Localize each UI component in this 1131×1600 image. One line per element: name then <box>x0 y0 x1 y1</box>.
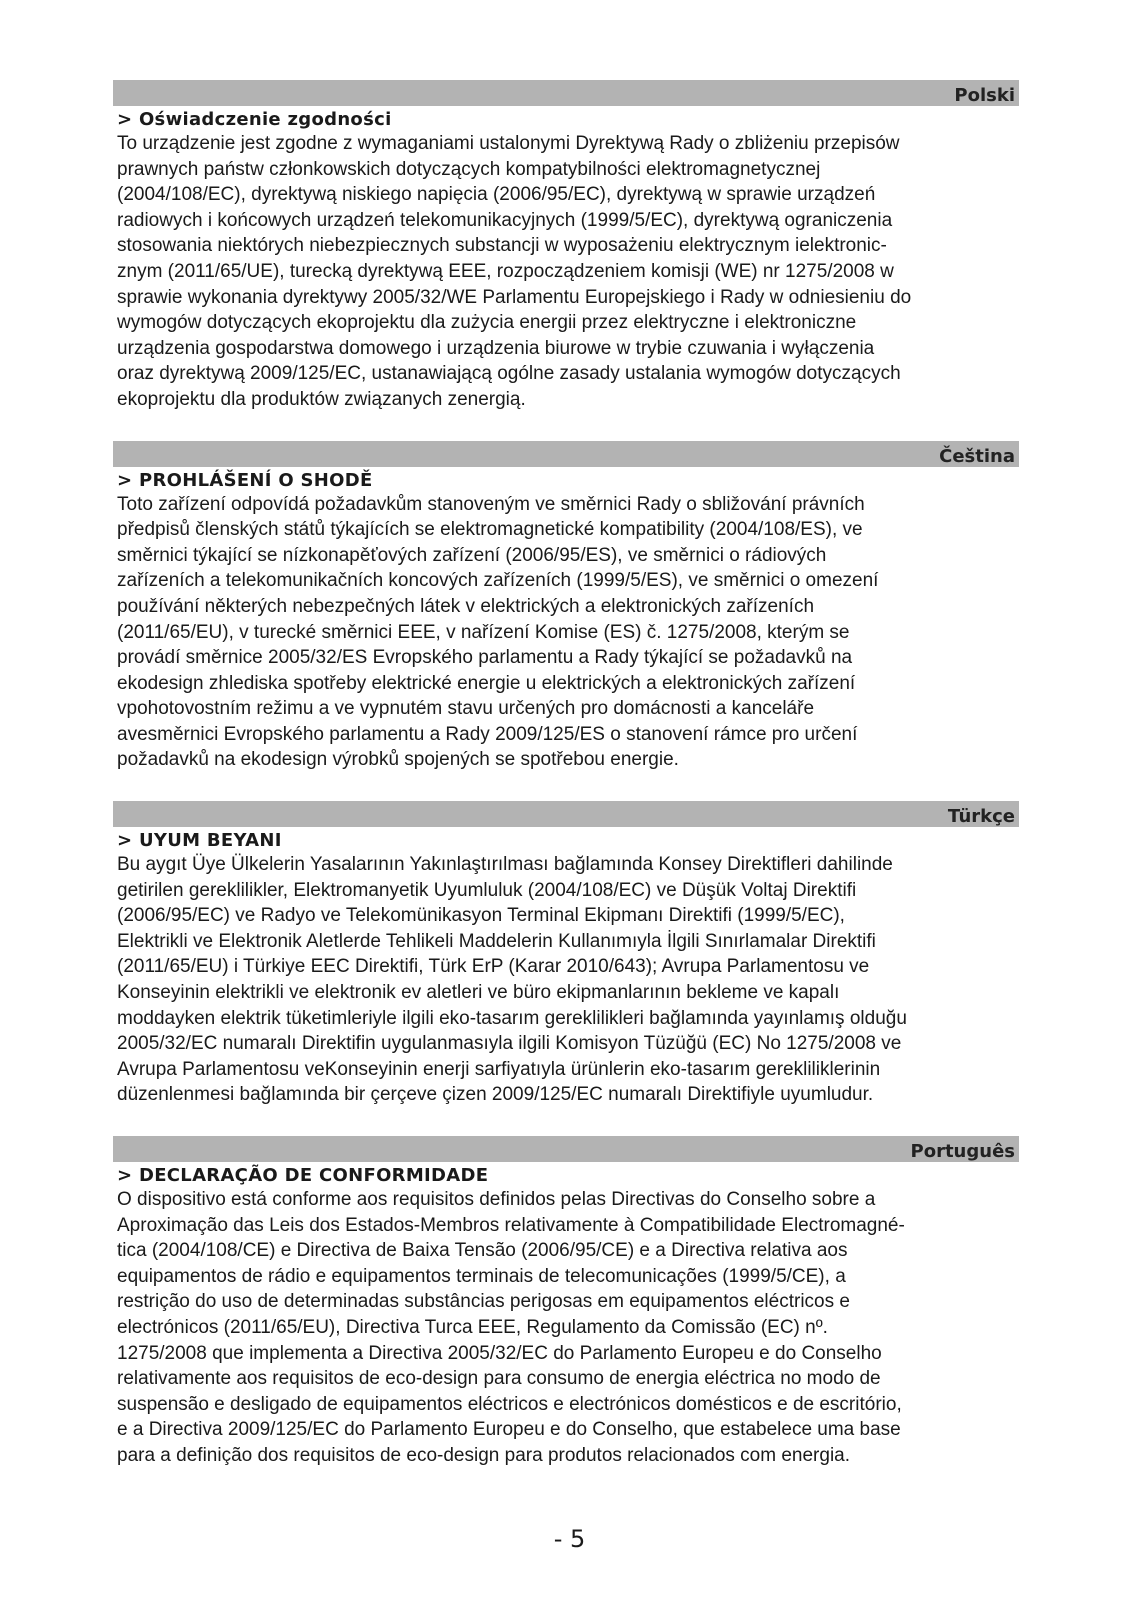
body-line: požadavků na ekodesign výrobků spojených se spotřebou energie. <box>117 749 679 771</box>
body-line: provádí směrnice 2005/32/ES Evropského parlamentu a Rady týkající se požadavků na <box>117 647 853 669</box>
body-line: relativamente aos requisitos de eco-design para consumo de energia eléctrica no modo de <box>117 1368 881 1390</box>
language-bar <box>113 441 1019 467</box>
body-line: 1275/2008 que implementa a Directiva 2005/32/EC do Parlamento Europeu e do Conselho <box>117 1342 882 1364</box>
body-line: 2005/32/EC numaralı Direktifin uygulanmasıyla ilgili Komisyon Tüzüğü (EC) No 1275/2008 ve <box>117 1033 902 1055</box>
body-line: wymogów dotyczących ekoprojektu dla zużycia energii przez elektryczne i elektroniczne <box>117 312 857 334</box>
section-portugues <box>113 1136 1019 1469</box>
language-bar <box>113 1136 1019 1162</box>
language-label: Türkçe <box>947 806 1015 828</box>
section-cestina <box>113 441 1019 774</box>
body-line: restrição do uso de determinadas substâncias perigosas em equipamentos eléctricos e <box>117 1291 850 1313</box>
body-line: To urządzenie jest zgodne z wymaganiami ustalonymi Dyrektywą Rady o zbliżeniu przepisów <box>117 133 900 154</box>
language-label: Polski <box>954 85 1015 106</box>
body-line: směrnici týkající se nízkonapěťových zařízení (2006/95/ES), ve směrnici o rádiových <box>117 544 827 566</box>
body-line: Bu aygıt Üye Ülkelerin Yasalarının Yakınlaştırılması bağlamında Konsey Direktifleri dahilinde <box>117 854 893 876</box>
section-body <box>117 852 1013 1108</box>
language-bar <box>113 801 1019 827</box>
body-line: Avrupa Parlamentosu veKonseyinin enerji sarfiyatıyla ürünlerin eko-tasarım gerekliliklerinin <box>117 1058 881 1080</box>
body-line: Aproximação das Leis dos Estados-Membros relativamente à Compatibilidade Electromagné- <box>117 1214 905 1236</box>
section-heading: > DECLARAÇÃO DE CONFORMIDADE <box>117 1165 489 1186</box>
body-line: getirilen gereklilikler, Elektromanyetik Uyumluluk (2004/108/EC) ve Düşük Voltaj Direktifi <box>117 879 857 901</box>
page-number: - 5 <box>553 1525 586 1553</box>
body-line: stosowania niektórych niebezpiecznych substancji w wyposażeniu elektrycznym ielektronic- <box>117 235 887 257</box>
body-line: ekoprojektu dla produktów związanych zenergią. <box>117 388 526 410</box>
body-line: vpohotovostním režimu a ve vypnutém stavu určených pro domácnosti a kanceláře <box>117 698 815 720</box>
body-line: suspensão e desligado de equipamentos eléctricos e electrónicos domésticos e de escritório, <box>117 1393 902 1415</box>
body-line: radiowych i końcowych urządzeń telekomunikacyjnych (1999/5/EC), dyrektywą ograniczenia <box>117 209 893 231</box>
section-turkce <box>113 801 1019 1108</box>
body-line: (2004/108/EC), dyrektywą niskiego napięcia (2006/95/EC), dyrektywą w sprawie urządzeń <box>117 184 876 206</box>
body-line: electrónicos (2011/65/EU), Directiva Turca EEE, Regulamento da Comissão (EC) nº. <box>117 1316 828 1338</box>
body-line: (2011/65/EU), v turecké směrnici EEE, v nařízení Komise (ES) č. 1275/2008, kterým se <box>117 621 850 643</box>
document-page <box>113 80 1019 1469</box>
body-line: para a definição dos requisitos de eco-design para produtos relacionados com energia. <box>117 1444 851 1466</box>
body-line: Toto zařízení odpovídá požadavkům stanoveným ve směrnici Rady o sbližování právních <box>117 493 865 515</box>
body-line: e a Directiva 2009/125/EC do Parlamento Europeu e do Conselho, que estabelece uma base <box>117 1419 901 1441</box>
section-body <box>117 1187 1013 1469</box>
section-body <box>117 131 1013 413</box>
body-line: equipamentos de rádio e equipamentos terminais de telecomunicações (1999/5/CE), a <box>117 1265 846 1287</box>
body-line: zařízeních a telekomunikačních koncových zařízeních (1999/5/ES), ve směrnici o omezení <box>117 570 879 592</box>
body-line: oraz dyrektywą 2009/125/EC, ustanawiającą ogólne zasady ustalania wymogów dotyczących <box>117 363 901 385</box>
body-line: Konseyinin elektrikli ve elektronik ev aletleri ve büro ekipmanlarının bekleme ve kapalı <box>117 982 840 1004</box>
body-line: ekodesign zhlediska spotřeby elektrické energie u elektrických a elektronických zařízení <box>117 672 856 694</box>
body-line: O dispositivo está conforme aos requisitos definidos pelas Directivas do Conselho sobre a <box>117 1189 876 1210</box>
language-label: Čeština <box>939 445 1015 467</box>
body-line: sprawie wykonania dyrektywy 2005/32/WE Parlamentu Europejskiego i Rady w odniesieniu do <box>117 286 912 308</box>
body-line: předpisů členských států týkajících se elektromagnetické kompatibility (2004/108/ES), ve <box>117 519 863 541</box>
body-line: používání některých nebezpečných látek v elektrických a elektronických zařízeních <box>117 595 815 617</box>
body-line: tica (2004/108/CE) e Directiva de Baixa Tensão (2006/95/CE) e a Directiva relativa aos <box>117 1240 848 1262</box>
section-polski <box>113 80 1019 413</box>
body-line: (2011/65/EU) i Türkiye EEC Direktifi, Türk ErP (Karar 2010/643); Avrupa Parlamentosu ve <box>117 956 870 978</box>
body-line: düzenlenmesi bağlamında bir çerçeve çizen 2009/125/EC numaralı Direktifiyle uyumludur. <box>117 1084 874 1106</box>
body-line: prawnych państw członkowskich dotyczących kompatybilności elektromagnetycznej <box>117 158 821 180</box>
language-bar <box>113 80 1019 106</box>
body-line: (2006/95/EC) ve Radyo ve Telekomünikasyon Terminal Ekipmanı Direktifi (1999/5/EC), <box>117 905 845 927</box>
body-line: moddayken elektrik tüketimleriyle ilgili eko-tasarım gereklilikleri bağlamında yayınlamış olduğu <box>117 1007 907 1029</box>
body-line: Elektrikli ve Elektronik Aletlerde Tehlikeli Maddelerin Kullanımıyla İlgili Sınırlamalar Direktifi <box>117 930 876 952</box>
section-heading: > PROHLÁŠENÍ O SHODĚ <box>117 469 373 491</box>
language-label: Português <box>910 1141 1015 1162</box>
body-line: avesměrnici Evropského parlamentu a Rady 2009/125/ES o stanovení rámce pro určení <box>117 723 858 745</box>
body-line: znym (2011/65/UE), turecką dyrektywą EEE, rozpocządzeniem komisji (WE) nr 1275/2008 w <box>117 260 894 282</box>
body-line: urządzenia gospodarstwa domowego i urządzenia biurowe w trybie czuwania i wyłączenia <box>117 337 875 359</box>
section-heading: > UYUM BEYANI <box>117 830 282 852</box>
section-body <box>117 492 1013 774</box>
section-heading: > Oświadczenie zgodności <box>117 109 392 130</box>
